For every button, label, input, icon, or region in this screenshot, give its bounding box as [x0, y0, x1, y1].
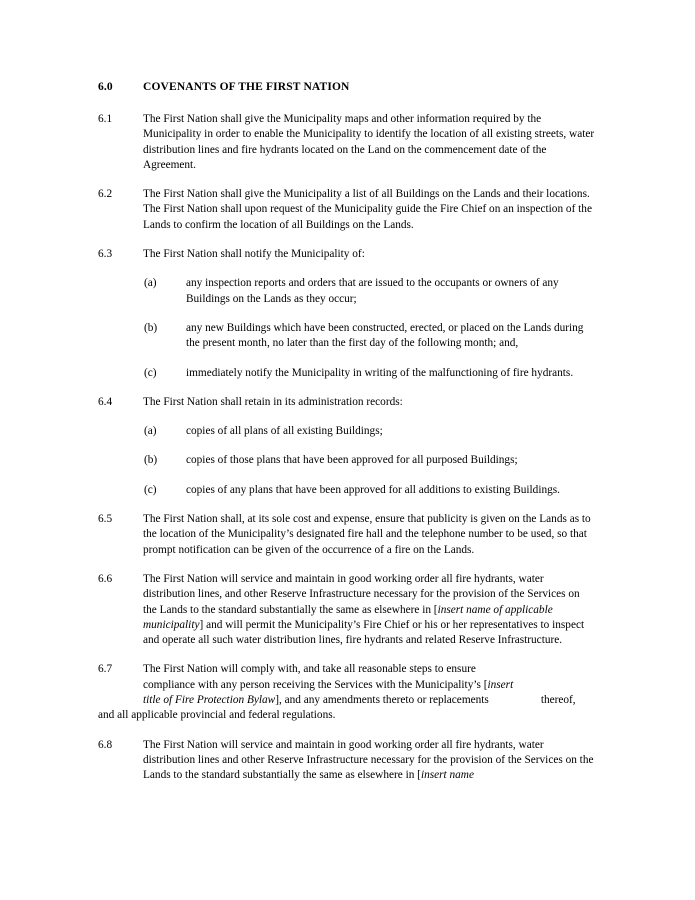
clause-line-1: The First Nation will comply with, and take all reasonable steps to ensure [143, 663, 476, 676]
clause-line-2 [143, 678, 595, 693]
clause-6-6 [98, 572, 595, 648]
list-item [98, 276, 595, 307]
clause-text: The First Nation shall give the Municipality a list of all Buildings on the Lands and their locations. The First Nation shall upon request of the Municipality guide the Fire Chief on an inspection of the Lands to confirm the location of all Buildings on the Lands. [143, 188, 592, 231]
clause-line-4: and all applicable provincial and federal regulations. [98, 709, 336, 722]
clause-6-4-subitems [98, 424, 595, 498]
list-item [98, 453, 595, 468]
list-item [98, 366, 595, 381]
clause-number: 6.1 [98, 113, 113, 125]
section-heading [98, 80, 595, 95]
clause-6-2 [98, 187, 595, 233]
clause-6-5 [98, 512, 595, 558]
clause-text-part-1: The First Nation will service and maintain in good working order all fire hydrants, water distribution lines and other Reserve Infrastructure necessary for the provision of the Services on the Lands to the standard substantially the same as elsewhere in [ [143, 738, 594, 782]
clause-number: 6.4 [98, 395, 113, 408]
subitem-letter: (a) [144, 277, 157, 290]
list-item [98, 424, 595, 439]
clause-text [143, 572, 595, 648]
subitem-letter: (a) [144, 425, 157, 438]
clause-6-3-subitems [98, 276, 595, 380]
clause-number: 6.5 [98, 513, 113, 526]
clause-line-3 [143, 693, 595, 708]
subitem-text: any inspection reports and orders that are issued to the occupants or owners of any Buildings on the Lands as they occur; [186, 277, 559, 305]
clause-6-7 [98, 662, 595, 723]
clause-number: 6.6 [98, 572, 113, 585]
subitem-text: copies of any plans that have been approved for all additions to existing Buildings. [186, 483, 560, 496]
subitem-text: copies of those plans that have been approved for all purposed Buildings; [186, 454, 518, 467]
subitem-letter: (b) [144, 454, 158, 467]
clause-text-part-1: The First Nation will service and maintain in good working order all fire hydrants, water distribution lines, and other Reserve Infrastructure necessary for the provision of the Services on the Lands to the standard substantially the same as elsewhere in [ [143, 572, 580, 616]
placeholder-insert-name: insert name [420, 769, 474, 782]
clause-number: 6.8 [98, 738, 113, 751]
clause-text: The First Nation shall notify the Municipality of: [143, 248, 365, 261]
clause-text: The First Nation shall give the Municipality maps and other information required by the Municipality in order to enable the Municipality to identify the location of all existing streets, water distribution lines and fire hydrants located on the Land on the commencement date of the Agreement. [143, 113, 595, 171]
list-item [98, 483, 595, 498]
subitem-letter: (b) [144, 321, 158, 334]
clause-line-2-text: compliance with any person receiving the Services with the Municipality’s [ [143, 678, 488, 691]
clause-line-3-text: ], and any amendments thereto or replacements [275, 694, 489, 707]
clause-number: 6.3 [98, 248, 113, 261]
clause-6-8 [98, 738, 595, 784]
document-content [98, 80, 595, 798]
clause-line-3-tail: thereof, [540, 694, 576, 707]
placeholder-insert-name: insert name of applicable municipality [143, 603, 553, 631]
page-title: COVENANTS OF THE FIRST NATION [143, 81, 350, 93]
subitem-text: immediately notify the Municipality in writing of the malfunctioning of fire hydrants. [186, 366, 574, 379]
subitem-letter: (c) [144, 483, 157, 496]
clause-text: The First Nation shall retain in its administration records: [143, 395, 403, 408]
section-heading-number: 6.0 [98, 81, 113, 93]
clause-6-1 [98, 112, 595, 173]
clause-text-part-2: ] and will permit the Municipality’s Fire Chief or his or her representatives to inspect and operate all such water distribution lines, fire hydrants and related Reserve Infrastructure. [143, 618, 585, 647]
placeholder-bylaw-title: title of Fire Protection Bylaw [143, 694, 276, 707]
clause-text: The First Nation shall, at its sole cost and expense, ensure that publicity is given on the Lands as to the location of the Municipality’s designated fire hall and the telephone number to be used, so that prompt notification can be given of the occurrence of a fire on the Lands. [143, 513, 591, 556]
clause-number: 6.2 [98, 188, 113, 201]
subitem-text: copies of all plans of all existing Buildings; [186, 425, 383, 438]
clause-6-3 [98, 247, 595, 262]
clause-text [143, 738, 595, 784]
clause-number: 6.7 [98, 663, 113, 676]
placeholder-insert: insert [487, 678, 514, 691]
clause-6-4 [98, 395, 595, 410]
subitem-text: any new Buildings which have been constructed, erected, or placed on the Lands during the present month, no later than the first day of the following month; and, [186, 321, 584, 350]
list-item [98, 321, 595, 352]
subitem-letter: (c) [144, 366, 157, 379]
